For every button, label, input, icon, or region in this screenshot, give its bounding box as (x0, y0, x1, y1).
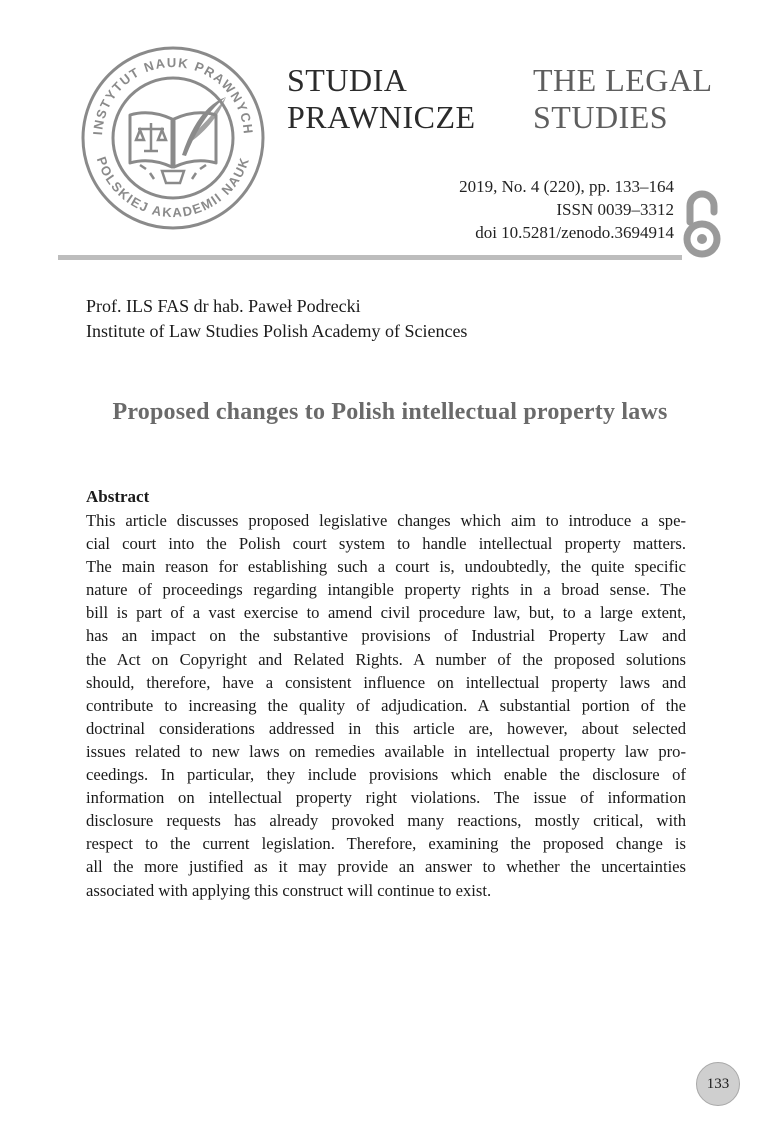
abstract-line: ceedings. In particular, they include provisions which enable the disclosure of (86, 765, 686, 785)
abstract-line: has an impact on the substantive provisions of Industrial Property Law and (86, 626, 686, 646)
abstract-line: disclosure requests has already provoked many reactions, mostly critical, with (86, 811, 686, 831)
abstract-line: issues related to new laws on remedies available in intellectual property law pro- (86, 741, 686, 761)
abstract-line: bill is part of a vast exercise to amend civil procedure law, but, to a large extent, (86, 603, 686, 623)
abstract-line: The main reason for establishing such a court is, undoubtedly, the quite specific (86, 557, 686, 577)
logo-ring-top-text: INSTYTUT NAUK PRAWNYCH (90, 54, 257, 136)
journal-title-polish-line1: STUDIA (287, 62, 408, 98)
journal-title-polish-line2: PRAWNICZE (287, 99, 476, 135)
abstract-heading: Abstract (86, 487, 150, 506)
abstract-line: associated with applying this construct will continue to exist. (86, 880, 492, 900)
open-access-lock-icon (682, 186, 722, 262)
author-name: Prof. ILS FAS dr hab. Paweł Podrecki (86, 296, 361, 316)
logo-ring-bottom-text: POLSKIEJ AKADEMII NAUK (93, 154, 253, 221)
abstract-line: all the more justified as it may provide an answer to whether the uncertainties (86, 857, 686, 877)
abstract-line: should, therefore, have a consistent influence on intellectual property laws and (86, 672, 686, 692)
author-institution: Institute of Law Studies Polish Academy of Sciences (86, 321, 468, 341)
journal-title-english-line1: THE LEGAL (533, 62, 713, 98)
abstract-line: information on intellectual property right violations. The issue of information (86, 788, 686, 808)
abstract-line: respect to the current legislation. Therefore, examining the proposed change is (86, 834, 686, 854)
page-number-badge: 133 (696, 1062, 740, 1106)
article-title: Proposed changes to Polish intellectual property laws (112, 399, 668, 425)
abstract-line: This article discusses proposed legislative changes which aim to introduce a spe- (86, 511, 686, 530)
institute-seal-icon (80, 45, 266, 231)
abstract-line: cial court into the Polish court system to handle intellectual property matters. (86, 534, 686, 554)
publication-doi: doi 10.5281/zenodo.3694914 (475, 223, 674, 242)
publication-issn: ISSN 0039–3312 (556, 200, 674, 219)
header-divider (58, 255, 682, 260)
abstract-body (86, 509, 686, 902)
abstract-line: doctrinal considerations addressed in this article are, however, about selected (86, 718, 686, 738)
journal-title-english-line2: STUDIES (533, 99, 669, 135)
abstract-line: nature of proceedings regarding intangible property rights in a broad sense. The (86, 580, 686, 600)
abstract-line: the Act on Copyright and Related Rights. A number of the proposed solutions (86, 649, 686, 669)
institute-logo (80, 45, 266, 231)
publication-issue: 2019, No. 4 (220), pp. 133–164 (459, 177, 674, 196)
abstract-line: contribute to increasing the quality of adjudication. A substantial portion of the (86, 695, 686, 715)
